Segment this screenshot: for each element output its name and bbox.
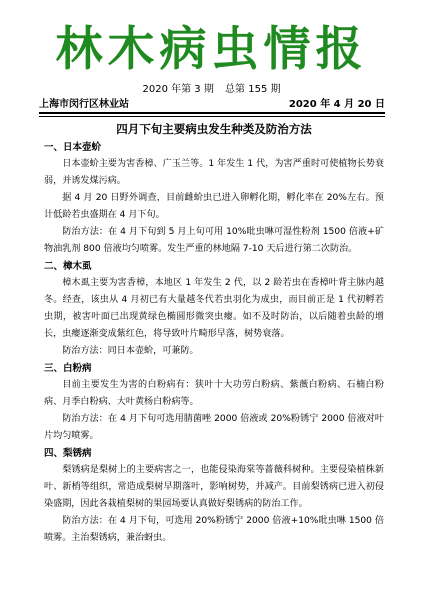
paragraph: 防治方法：在 4 月下旬可选用腈菌唑 2000 倍液或 20%粉锈宁 2000 倍液对叶片均匀喷雾。 [44, 414, 384, 441]
section-heading: 四、梨锈病 [44, 448, 92, 459]
publisher-row [39, 98, 385, 111]
masthead-title: 林木病虫情报 [55, 22, 368, 77]
publisher: 上海市闵行区林业站 [39, 99, 129, 110]
article-body [44, 121, 384, 547]
paragraph: 日本壶蚧主要为害香樟、广玉兰等。1 年发生 1 代，为害严重时可使植物长势衰弱，并诱发煤污病。 [44, 159, 384, 186]
paragraph: 防治方法：在 4 月下旬到 5 月上旬可用 10%吡虫啉可湿性粉剂 1500 倍液+矿物油乳剂 800 倍液均匀喷雾。发生严重的林地隔 7-10 天后进行第二次防治。 [44, 227, 384, 254]
header-rule-thin [39, 116, 385, 117]
issue-number: 2020 年第 3 期 [142, 84, 214, 95]
paragraph: 防治方法：同日本壶蚧，可兼防。 [62, 346, 199, 356]
header-rule-thick [39, 112, 385, 114]
section-heading: 二、樟木虱 [44, 261, 92, 272]
issue-total: 总第 155 期 [225, 84, 281, 95]
section-heading: 一、日本壶蚧 [44, 142, 102, 153]
issue-line [0, 83, 423, 96]
paragraph: 目前主要发生为害的白粉病有：狭叶十大功劳白粉病、紫薇白粉病、石楠白粉病、月季白粉病、大叶黄杨白粉病等。 [44, 380, 384, 407]
paragraph: 樟木虱主要为害香樟，本地区 1 年发生 2 代，以 2 龄若虫在香樟叶背主脉内越冬。经查，该虫从 4 月初已有大量越冬代若虫羽化为成虫，而目前正是 1 代初孵若虫期，被害叶面已出现黄绿色椭圆形微突虫瘿。如不及时防治，以后随着虫龄的增长，虫瘿逐渐变成紫红色，将导致叶片畸形早落，树势衰落。 [44, 278, 384, 339]
issue-date: 2020 年 4 月 20 日 [288, 99, 385, 110]
paragraph: 据 4 月 20 日野外调查，目前雌蚧虫已进入卵孵化期，孵化率在 20%左右。预计低龄若虫盛期在 4 月下旬。 [44, 193, 384, 220]
article-title: 四月下旬主要病虫发生种类及防治方法 [116, 122, 312, 136]
paragraph: 梨锈病是梨树上的主要病害之一，也能侵染海棠等蔷薇科树种。主要侵染植株新叶、新梢等组织，常造成梨树早期落叶，影响树势，并减产。目前梨锈病已进入初侵染盛期，因此各栽植梨树的果园场要认真做好梨锈病的防治工作。 [44, 465, 384, 509]
paragraph: 防治方法：在 4 月下旬，可选用 20%粉锈宁 2000 倍液+10%吡虫啉 1500 倍喷雾。主治梨锈病，兼治蚜虫。 [44, 516, 384, 543]
section-heading: 三、白粉病 [44, 363, 92, 374]
